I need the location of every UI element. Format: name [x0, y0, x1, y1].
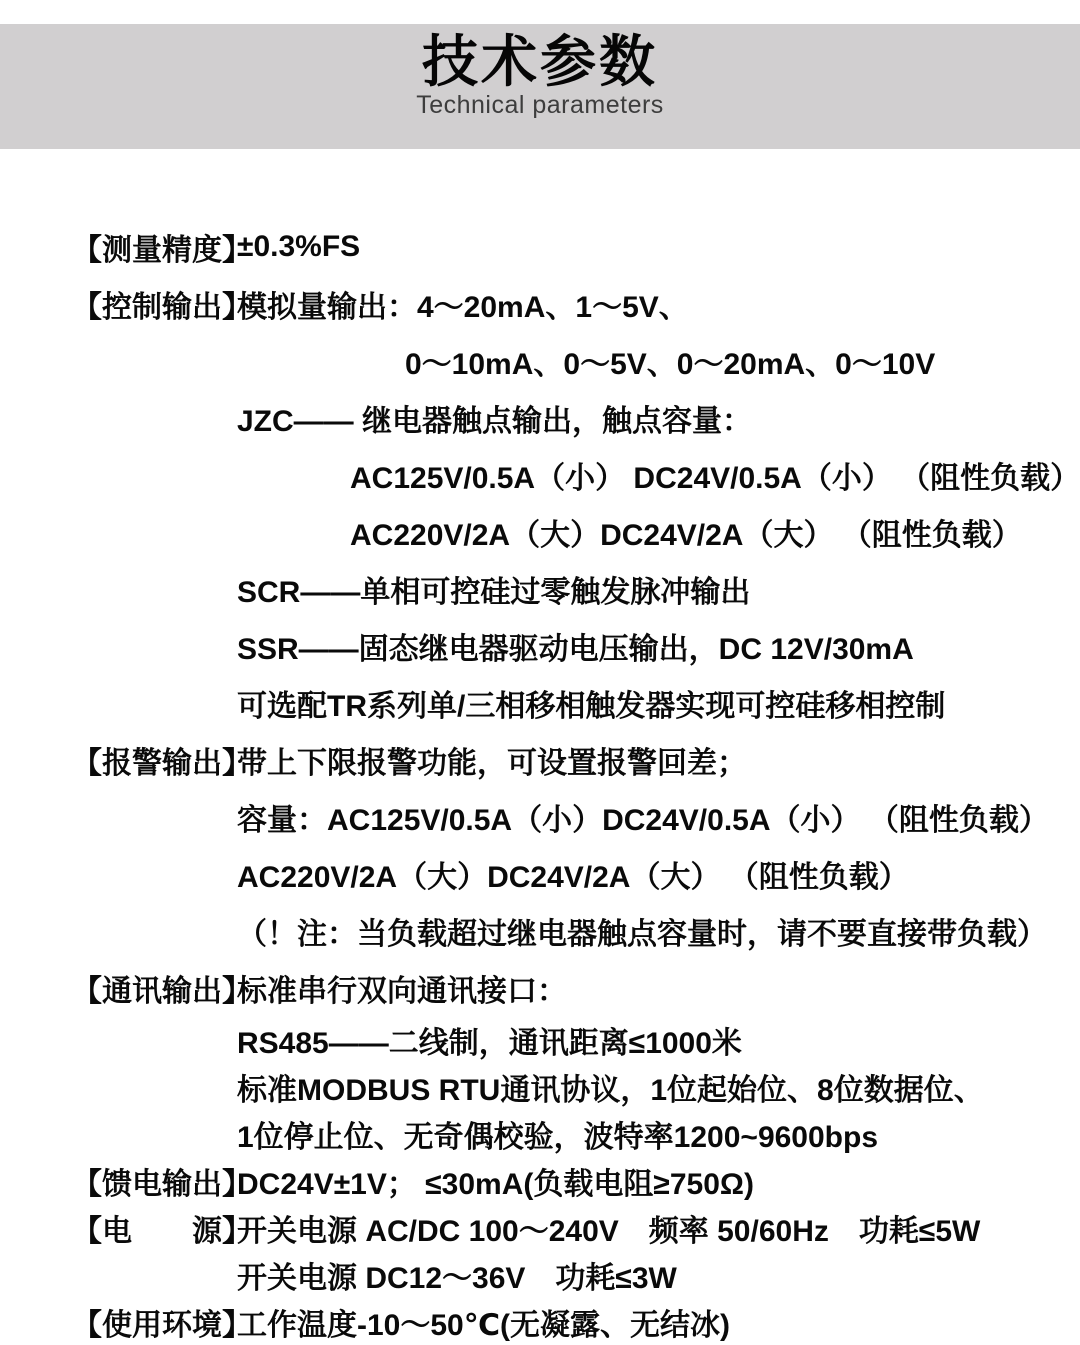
- spec-label: 【测量精度】: [72, 233, 252, 267]
- spec-label: 【电 源】: [72, 1214, 252, 1248]
- spec-line: [0, 1063, 1080, 1110]
- spec-line: [0, 845, 1080, 902]
- spec-line: [0, 788, 1080, 845]
- page-title: 技术参数: [422, 30, 658, 93]
- spec-line: [0, 617, 1080, 674]
- spec-text: 可选配TR系列单/三相移相触发器实现可控硅移相控制: [237, 689, 946, 723]
- spec-list: [0, 218, 1080, 1345]
- spec-text: 模拟量输出：4～20mA、1～5V、: [237, 290, 689, 324]
- spec-label: 【馈电输出】: [72, 1167, 252, 1201]
- spec-label: 【使用环境】: [72, 1308, 252, 1342]
- page-subtitle: Technical parameters: [416, 91, 664, 119]
- spec-text: SCR——单相可控硅过零触发脉冲输出: [237, 575, 751, 609]
- spec-text: SSR——固态继电器驱动电压输出，DC 12V/30mA: [237, 632, 914, 666]
- spec-line: [0, 560, 1080, 617]
- spec-label: 【通讯输出】: [72, 974, 252, 1008]
- spec-text: ±0.3%FS: [237, 229, 361, 263]
- spec-text: DC24V±1V； ≤30mA(负载电阻≥750Ω): [237, 1167, 754, 1201]
- spec-line: [0, 959, 1080, 1016]
- spec-text: （！注：当负载超过继电器触点容量时，请不要直接带负载）: [237, 917, 1047, 951]
- spec-line: [0, 1298, 1080, 1345]
- spec-text: AC220V/2A（大）DC24V/2A（大） （阻性负载）: [350, 518, 1022, 552]
- spec-line: [0, 674, 1080, 731]
- spec-text: 0～10mA、0～5V、0～20mA、0～10V: [405, 347, 936, 381]
- spec-text: 标准MODBUS RTU通讯协议，1位起始位、8位数据位、: [237, 1073, 984, 1107]
- spec-text: 标准串行双向通讯接口：: [237, 974, 567, 1008]
- spec-text: AC220V/2A（大）DC24V/2A（大） （阻性负载）: [237, 860, 909, 894]
- spec-text: AC125V/0.5A（小） DC24V/0.5A（小） （阻性负载）: [350, 461, 1080, 495]
- spec-line: [0, 389, 1080, 446]
- spec-line: [0, 902, 1080, 959]
- spec-line: [0, 332, 1080, 389]
- spec-line: [0, 503, 1080, 560]
- spec-line: [0, 1110, 1080, 1157]
- spec-text: 开关电源 DC12～36V 功耗≤3W: [237, 1261, 677, 1295]
- spec-text: JZC—— 继电器触点输出，触点容量：: [237, 404, 753, 438]
- spec-line: [0, 218, 1080, 275]
- spec-label: 【报警输出】: [72, 746, 252, 780]
- spec-text: 1位停止位、无奇偶校验，波特率1200~9600bps: [237, 1120, 879, 1154]
- spec-line: [0, 731, 1080, 788]
- spec-line: [0, 1016, 1080, 1063]
- spec-line: [0, 1251, 1080, 1298]
- spec-line: [0, 446, 1080, 503]
- spec-line: [0, 275, 1080, 332]
- spec-text: 带上下限报警功能，可设置报警回差；: [237, 746, 747, 780]
- spec-text: 开关电源 AC/DC 100～240V 频率 50/60Hz 功耗≤5W: [237, 1214, 981, 1248]
- spec-text: 容量：AC125V/0.5A（小）DC24V/0.5A（小） （阻性负载）: [237, 803, 1049, 837]
- spec-line: [0, 1157, 1080, 1204]
- spec-text: RS485——二线制，通讯距离≤1000米: [237, 1026, 742, 1060]
- spec-text: 工作温度-10～50℃(无凝露、无结冰): [237, 1308, 731, 1342]
- header-band: [0, 24, 1080, 149]
- spec-label: 【控制输出】: [72, 290, 252, 324]
- spec-line: [0, 1204, 1080, 1251]
